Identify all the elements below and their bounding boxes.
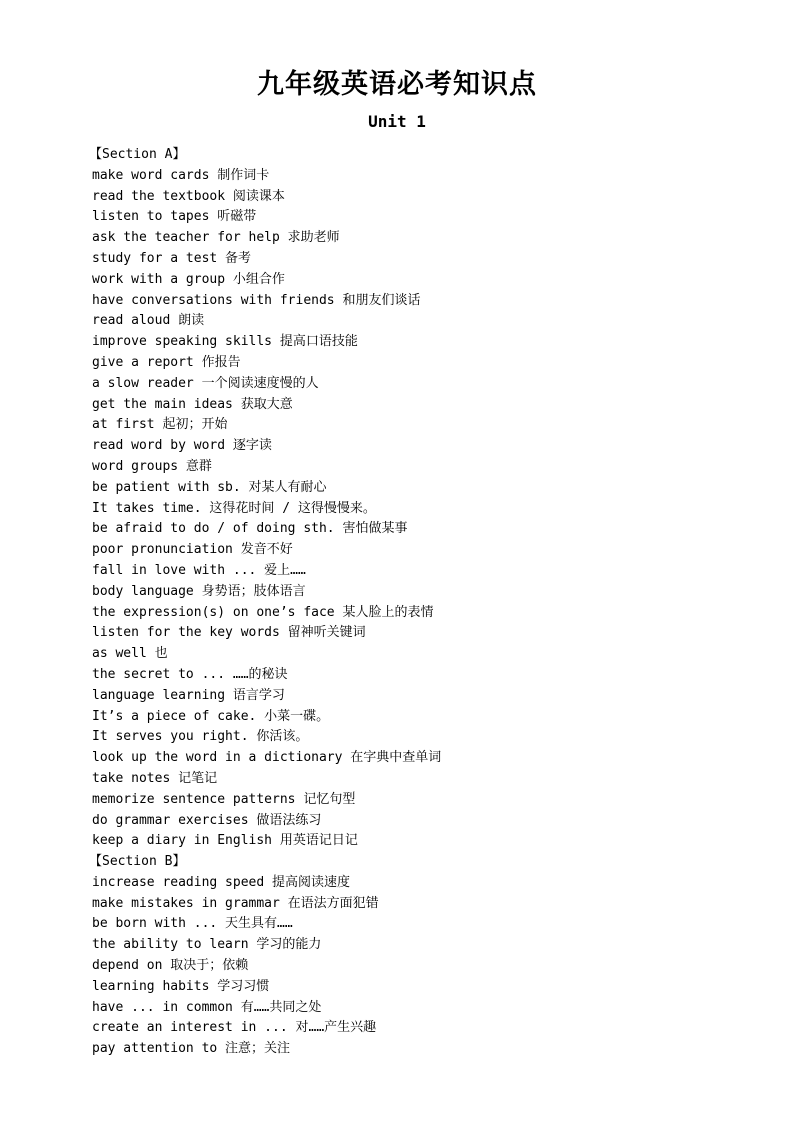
phrase-line: body language 身势语；肢体语言 [92, 583, 306, 599]
phrase-line: learning habits 学习习惯 [92, 978, 270, 994]
phrase-line: do grammar exercises 做语法练习 [92, 812, 322, 828]
phrase-line: look up the word in a dictionary 在字典中查单词 [92, 750, 442, 766]
phrase-line: have ... in common 有……共同之处 [92, 999, 322, 1015]
phrase-line: poor pronunciation 发音不好 [92, 542, 293, 558]
phrase-line: ask the teacher for help 求助老师 [92, 230, 340, 246]
phrase-line: It takes time. 这得花时间 / 这得慢慢来。 [92, 500, 376, 516]
phrase-line: take notes 记笔记 [92, 770, 218, 786]
phrase-line: pay attention to 注意；关注 [92, 1041, 291, 1057]
phrase-list [89, 145, 772, 1060]
phrase-line: It serves you right. 你活该。 [92, 729, 309, 745]
phrase-line: the ability to learn 学习的能力 [92, 937, 322, 953]
phrase-line: the secret to ... ……的秘诀 [92, 666, 288, 682]
phrase-line: at first 起初；开始 [92, 417, 228, 433]
section-heading: 【Section A】 [89, 147, 186, 162]
section-heading: 【Section B】 [89, 854, 186, 870]
phrase-line: study for a test 备考 [92, 250, 252, 266]
unit-heading: Unit 1 [368, 112, 426, 131]
phrase-line: be born with ... 天生具有…… [92, 916, 293, 932]
document-title: 九年级英语必考知识点 [257, 69, 537, 100]
phrase-line: read word by word 逐字读 [92, 438, 272, 454]
phrase-line: a slow reader 一个阅读速度慢的人 [92, 375, 319, 391]
phrase-line: the expression(s) on one’s face 某人脸上的表情 [92, 604, 434, 620]
phrase-line: It’s a piece of cake. 小菜一碟。 [92, 708, 330, 724]
phrase-line: listen for the key words 留神听关键词 [92, 625, 366, 641]
phrase-line: work with a group 小组合作 [92, 271, 285, 287]
phrase-line: keep a diary in English 用英语记日记 [92, 833, 358, 849]
phrase-line: memorize sentence patterns 记忆句型 [92, 791, 356, 807]
phrase-line: depend on 取决于；依赖 [92, 958, 249, 974]
phrase-line: be afraid to do / of doing sth. 害怕做某事 [92, 521, 408, 537]
phrase-line: give a report 作报告 [92, 354, 241, 370]
phrase-line: make mistakes in grammar 在语法方面犯错 [92, 895, 379, 911]
phrase-line: increase reading speed 提高阅读速度 [92, 874, 351, 890]
phrase-line: language learning 语言学习 [92, 687, 285, 703]
phrase-line: get the main ideas 获取大意 [92, 396, 293, 412]
phrase-line: word groups 意群 [92, 458, 212, 474]
phrase-line: as well 也 [92, 646, 168, 662]
phrase-line: improve speaking skills 提高口语技能 [92, 334, 358, 350]
phrase-line: fall in love with ... 爱上…… [92, 562, 306, 578]
phrase-line: be patient with sb. 对某人有耐心 [92, 479, 327, 495]
phrase-line: make word cards 制作词卡 [92, 167, 270, 183]
phrase-line: read aloud 朗读 [92, 313, 205, 329]
phrase-line: create an interest in ... 对……产生兴趣 [92, 1020, 377, 1036]
phrase-line: listen to tapes 听磁带 [92, 209, 257, 225]
phrase-line: read the textbook 阅读课本 [92, 188, 285, 204]
phrase-line: have conversations with friends 和朋友们谈话 [92, 292, 421, 308]
